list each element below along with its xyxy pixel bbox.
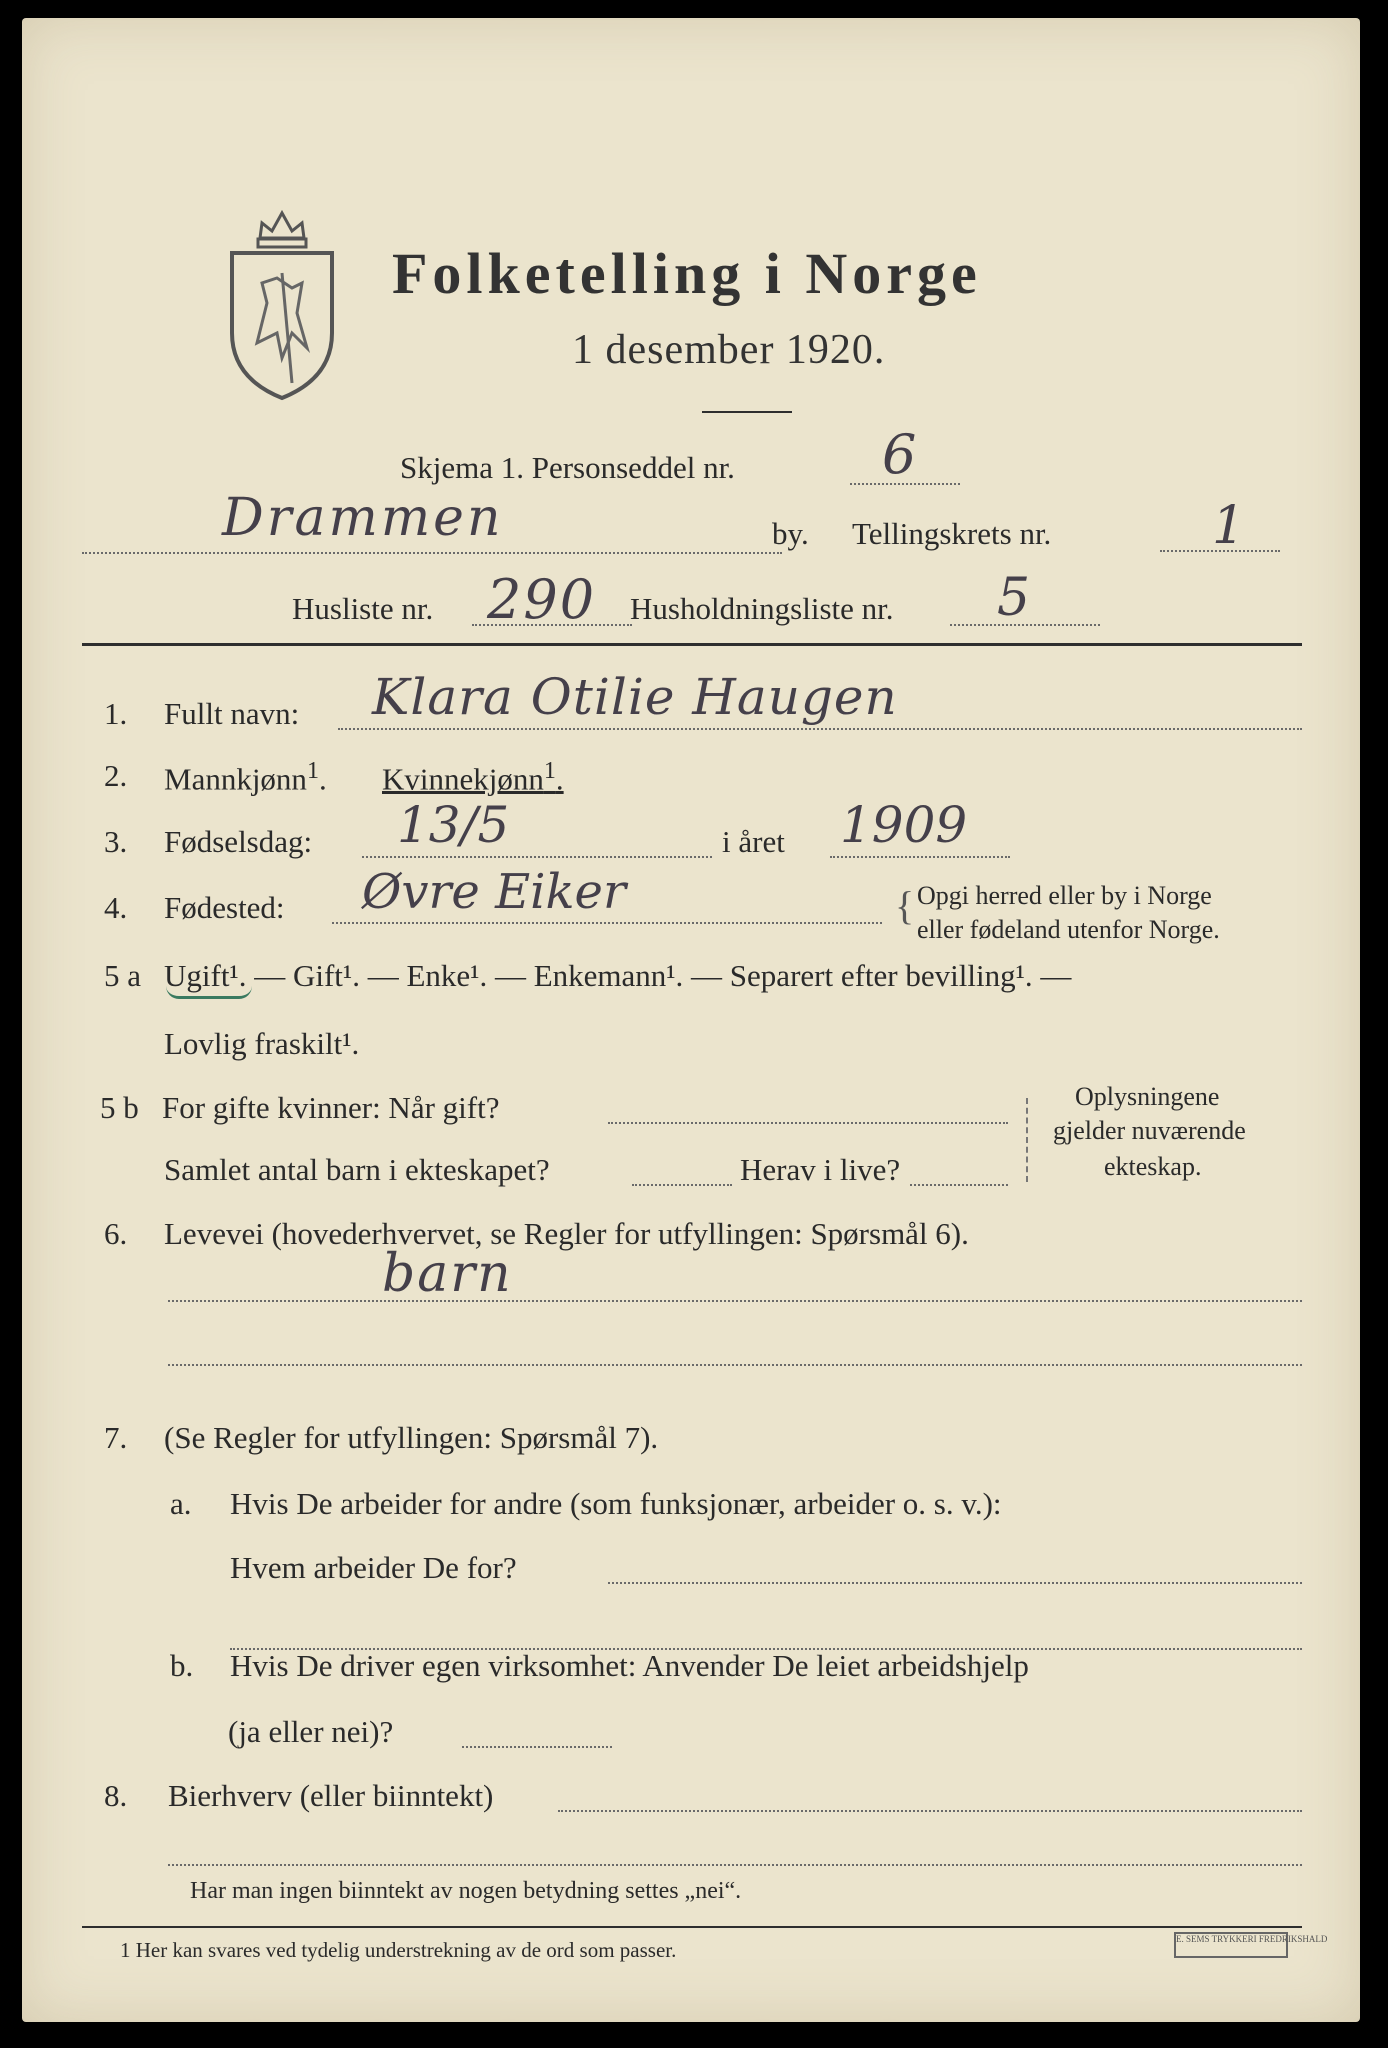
skjema-label: Skjema 1. Personseddel nr. [400,450,735,485]
tellingskrets-label: Tellingskrets nr. [852,516,1052,551]
q4-number: 4. [104,890,128,925]
coat-of-arms-icon [222,183,342,403]
q2-male-option[interactable]: Mannkjønn$^1$. [164,758,327,797]
census-form: Folketelling i Norge 1 desember 1920. Skjema 1. Personseddel nr. 6 Drammen by. Tellingskrets nr. 1 Husliste nr. 290 Husholdningsliste nr. 5 1. Fullt navn: Klara Otilie Haugen 2. Mannkjønn$^1$. Kvinnekjønn$^1$. 3. Fødselsdag: 13/5 i året 1909 4. Fødested: Øvre Eiker { Opgi herred eller by i Norge eller fødeland utenfor Norge. 5 a Ugift¹. — Gift¹. — Enke¹. — Enkemann¹. — Separert efter bevilling¹. — Lovlig fraskilt¹. 5 b For gifte kvinner: Når gift? Samlet antal barn i ekteskapet? Herav i live? Oplysningene gjelder nuværende ekteskap. 6. Levevei (hovederhvervet, se Regler for utfyllingen: Spørsmål 6). barn 7. (Se Regler for utfyllingen: Spørsmål 7). a. Hvis De arbeider for andre (som funksjonær, arbeider o. s. v.): Hvem arbeider De for? b. Hvis De driver egen virksomhet: Anvender De leiet arbeidshjelp (ja eller nei)? 8. Bierhverv (eller biinntekt) Har man ingen biinntekt av nogen betydning settes „nei“. 1 Her kan svares ved tydelig understrekning av de ord som passer. E. SEMS TRYKKERI FREDRIKSHALD [22,18,1360,2022]
q8-number: 8. [104,1778,128,1813]
q2-number: 2. [104,758,128,793]
q6-number: 6. [104,1216,128,1251]
birthplace-value[interactable]: Øvre Eiker [362,864,626,920]
q5b-number: 5 b [100,1090,139,1125]
q5b-note3: ekteskap. [1104,1152,1202,1181]
q5b-note2: gjelder nuværende [1053,1116,1246,1145]
q7b-text: Hvis De driver egen virksomhet: Anvender De leiet arbeidshjelp [230,1648,1029,1683]
q7b-letter: b. [170,1648,194,1683]
q4-note-line1: Opgi herred eller by i Norge [917,881,1212,910]
q1-number: 1. [104,696,128,731]
q7a-question: Hvem arbeider De for? [230,1550,517,1585]
footnote: 1 Her kan svares ved tydelig understrekning av de ord som passer. [120,1938,677,1962]
husholdningsliste-label: Husholdningsliste nr. [630,591,894,626]
q5a-options-cont[interactable]: Lovlig fraskilt¹. [164,1026,360,1061]
q5b-label2: Samlet antal barn i ekteskapet? [164,1152,550,1187]
tellingskrets-value[interactable]: 1 [1212,496,1246,556]
form-title: Folketelling i Norge [392,241,982,306]
q8-label: Bierhverv (eller biinntekt) [168,1778,494,1813]
birthday-value[interactable]: 13/5 [397,796,510,854]
q7-label: (Se Regler for utfyllingen: Spørsmål 7). [164,1420,659,1455]
q3-year-label: i året [722,824,785,859]
q5b-label3: Herav i live? [740,1152,901,1187]
q7-number: 7. [104,1420,128,1455]
printer-stamp: E. SEMS TRYKKERI FREDRIKSHALD [1174,1932,1288,1958]
q5b-note1: Oplysningene [1075,1082,1220,1111]
q1-label: Fullt navn: [164,696,300,731]
q3-label: Fødselsdag: [164,824,313,859]
q7b-question: (ja eller nei)? [228,1714,394,1749]
footer-note: Har man ingen biinntekt av nogen betydning settes „nei“. [190,1878,742,1904]
by-label: by. [772,516,809,551]
q6-label: Levevei (hovederhvervet, se Regler for utfyllingen: Spørsmål 6). [164,1216,969,1251]
q5a-options[interactable]: Ugift¹. — Gift¹. — Enke¹. — Enkemann¹. — Separert efter bevilling¹. — [164,958,1072,993]
personseddel-value[interactable]: 6 [882,423,917,486]
full-name-value[interactable]: Klara Otilie Haugen [372,668,898,726]
q7a-letter: a. [170,1486,192,1521]
occupation-value[interactable]: barn [382,1244,513,1304]
q4-note-line2: eller fødeland utenfor Norge. [917,915,1220,944]
q2-female-option[interactable]: Kvinnekjønn$^1$. [382,758,564,797]
birth-year-value[interactable]: 1909 [840,796,968,854]
q4-label: Fødested: [164,890,285,925]
census-date: 1 desember 1920. [572,327,886,373]
q3-number: 3. [104,824,128,859]
husholdningsliste-value[interactable]: 5 [997,568,1031,628]
husliste-value[interactable]: 290 [487,568,597,631]
q5a-number: 5 a [104,958,142,993]
city-value[interactable]: Drammen [222,488,504,548]
ugift-underline [166,986,252,999]
q5b-label1: For gifte kvinner: Når gift? [162,1090,500,1125]
husliste-label: Husliste nr. [292,591,434,626]
q7a-text: Hvis De arbeider for andre (som funksjonær, arbeider o. s. v.): [230,1486,1002,1521]
